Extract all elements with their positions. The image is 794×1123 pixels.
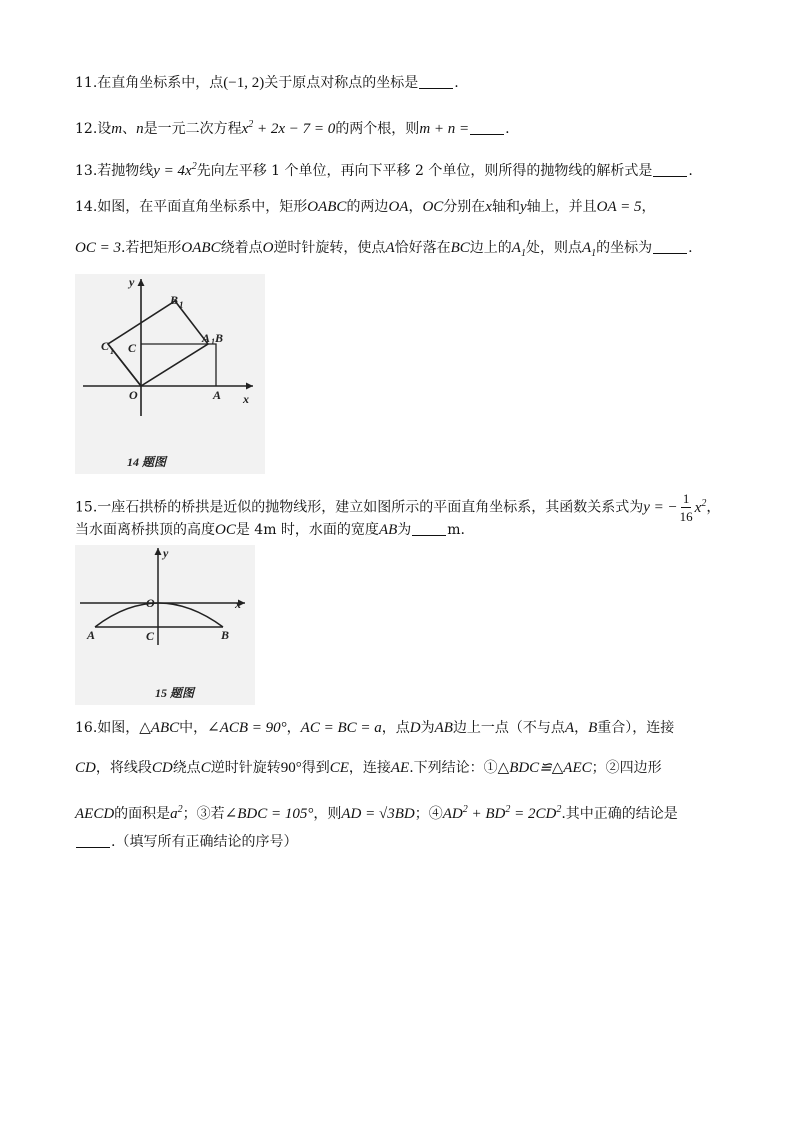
q14-answer-blank[interactable] <box>653 239 687 254</box>
q11-point: (−1, 2) <box>223 75 265 91</box>
q13-equation: $y = 4x^2$ <box>153 161 197 179</box>
question-12 <box>75 115 510 139</box>
question-13 <box>75 157 693 181</box>
fig14-label-b1-sub: 1 <box>179 300 184 310</box>
q16-answer-blank[interactable] <box>76 833 110 848</box>
fig14-label-b: B <box>215 331 224 345</box>
question-14-line-2: OC = 3.若把矩形OABC绕着点O逆时针旋转，使点A恰好落在BC边上的$A_1$处，则点$A_1$的坐标为 . <box>75 240 693 259</box>
question-16-line-4: .（填写所有正确结论的序号） <box>75 832 297 852</box>
question-16-line-1: 16.如图，△ABC中，∠ACB = 90°，AC = BC = a，点D为AB边上一点（不与点A，B重合），连接 <box>75 720 675 736</box>
q13-answer-blank[interactable] <box>653 162 687 177</box>
fig14-label-a1-sub: 1 <box>211 337 215 346</box>
q12-mid2: 的两个根，则 <box>335 121 420 137</box>
q15-fraction: $\frac{1}{16}$ <box>679 491 693 524</box>
fig14-caption: 14 题图 <box>127 455 167 469</box>
question-15-line-2: 当水面离桥拱顶的高度OC是 4m 时，水面的宽度AB为 m. <box>75 522 465 538</box>
q13-text: 先向左平移 1 个单位，再向下平移 2 个单位，则所得的抛物线的解析式是 <box>196 163 653 179</box>
figure-15 <box>75 545 255 705</box>
q12-n: n <box>136 121 144 137</box>
fig15-label-x: x <box>235 597 241 611</box>
fig14-label-c1-sub: 1 <box>110 347 114 356</box>
fig14-label-o: O <box>129 388 138 402</box>
q11-prefix: 11.在直角坐标系中，点 <box>75 75 224 91</box>
q11-answer-blank[interactable] <box>419 74 453 89</box>
figure-14 <box>75 274 265 474</box>
fig15-label-a: A <box>87 628 96 642</box>
q12-sep: 、 <box>122 121 137 137</box>
fig15-label-o: O <box>146 596 155 610</box>
q12-mid: 是一元二次方程 <box>143 121 242 137</box>
fig14-label-b1: B <box>170 293 179 307</box>
fig15-label-c: C <box>146 629 155 643</box>
fig14-label-y: y <box>129 275 135 289</box>
fig14-label-c: C <box>128 341 137 355</box>
fig15-caption: 15 题图 <box>155 686 195 700</box>
question-11 <box>75 73 459 93</box>
q12-m: m <box>111 121 123 137</box>
question-16-line-3: AECD的面积是$a^2$；③若∠BDC = 105°，则AD = √3BD；$④AD^2 + BD^2 = 2CD^2$.其中正确的结论是 <box>75 804 678 822</box>
q13-end: . <box>688 163 693 179</box>
question-15-line-1: 15.一座石拱桥的桥拱是近似的抛物线形，建立如图所示的平面直角坐标系，其函数关系式为y = − $\frac{1}{16}$ $x^2$， <box>75 491 721 524</box>
fig14-label-a: A <box>213 388 222 402</box>
fig14-label-c1: C <box>101 339 110 353</box>
fig14-label-a1: A <box>202 331 211 345</box>
q12-equation: $x^2 + 2x - 7 = 0$ <box>241 119 336 137</box>
q12-answer-blank[interactable] <box>470 120 504 135</box>
figure-15-background <box>75 545 255 705</box>
fig14-label-x: x <box>243 392 249 406</box>
q12-prefix: 12.设 <box>75 121 112 137</box>
q12-end: . <box>505 121 510 137</box>
q13-prefix: 13.若抛物线 <box>75 163 154 179</box>
question-14-line-1: 14.如图，在平面直角坐标系中，矩形OABC的两边OA，OC分别在x轴和y轴上，并且OA = 5， <box>75 199 656 215</box>
q11-end: . <box>454 75 459 91</box>
q15-answer-blank[interactable] <box>412 521 446 536</box>
q12-sum: m + n = <box>419 121 470 137</box>
question-16-line-2: CD，将线段CD绕点C逆时针旋转90°得到CE，连接AE.下列结论：①△BDC≌△AEC；②四边形 <box>75 760 662 776</box>
fig15-label-y: y <box>163 546 169 560</box>
q11-suffix: 关于原点对称点的坐标是 <box>264 75 419 91</box>
fig15-label-b: B <box>221 628 230 642</box>
